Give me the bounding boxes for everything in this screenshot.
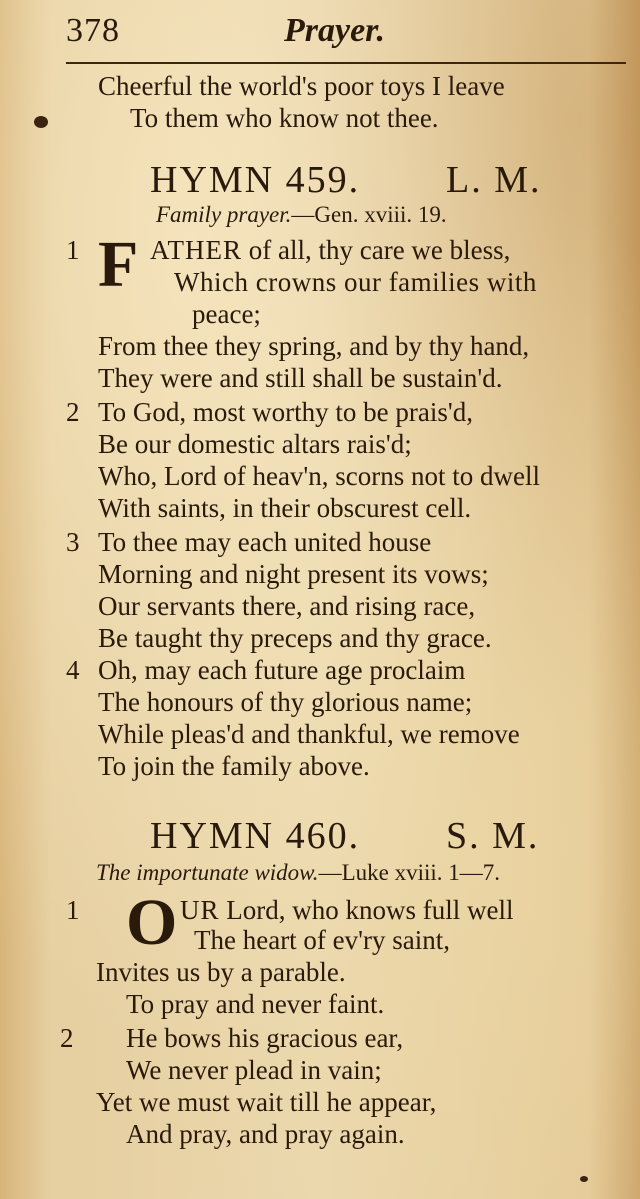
ink-speck xyxy=(580,1176,588,1182)
verse-line: We never plead in vain; xyxy=(126,1055,382,1085)
header-rule xyxy=(66,62,626,64)
verse-number: 4 xyxy=(66,655,80,685)
hymn-459-subtitle-topic: Family prayer. xyxy=(156,202,292,227)
verse-line: Be taught thy preceps and thy grace. xyxy=(98,623,492,653)
verse-number: 1 xyxy=(66,895,80,925)
verse-line: Yet we must wait till he appear, xyxy=(96,1087,437,1117)
hymn-460-title: HYMN 460. xyxy=(150,815,361,857)
verse-line: And pray, and pray again. xyxy=(126,1119,405,1149)
verse-number: 2 xyxy=(66,397,80,427)
verse-line: They were and still shall be sustain'd. xyxy=(98,363,503,393)
hymn-459-title: HYMN 459. xyxy=(150,159,361,201)
verse-line: He bows his gracious ear, xyxy=(126,1023,404,1053)
drop-cap: F xyxy=(98,228,139,301)
running-head: Prayer. xyxy=(284,12,386,49)
verse-number: 2 xyxy=(60,1023,74,1053)
verse-number: 3 xyxy=(66,527,80,557)
hymn-459-subtitle-reference: —Gen. xviii. 19. xyxy=(291,202,447,227)
verse-line: Invites us by a parable. xyxy=(96,957,346,987)
verse-line: Who, Lord of heav'n, scorns not to dwell xyxy=(98,461,541,491)
carryover-line-1: Cheerful the world's poor toys I leave xyxy=(98,71,505,101)
verse-line xyxy=(180,894,513,926)
first-line-rest: Lord, who knows full well xyxy=(219,895,514,925)
first-line-rest: of all, thy care we bless, xyxy=(242,235,511,265)
first-word-caps: ATHER xyxy=(150,235,242,265)
first-word-caps: UR xyxy=(180,895,220,925)
verse-line: Be our domestic altars rais'd; xyxy=(98,429,412,459)
hymn-460-subtitle-topic: The importunate widow. xyxy=(96,860,319,885)
verse-line: The heart of ev'ry saint, xyxy=(194,925,451,955)
drop-cap: O xyxy=(126,886,178,959)
verse-line: peace; xyxy=(192,299,261,329)
verse-line: With saints, in their obscurest cell. xyxy=(98,493,472,523)
verse-line: Oh, may each future age proclaim xyxy=(98,655,466,685)
verse-line: To pray and never faint. xyxy=(126,989,385,1019)
carryover-line-2: To them who know not thee. xyxy=(130,103,439,133)
verse-line: To join the family above. xyxy=(98,751,370,781)
hymn-459-meter: L. M. xyxy=(446,159,542,201)
verse-line: To God, most worthy to be prais'd, xyxy=(98,397,473,427)
page-number: 378 xyxy=(66,12,120,49)
verse-line: From thee they spring, and by thy hand, xyxy=(98,331,530,361)
page-header xyxy=(66,12,626,60)
verse-line: Our servants there, and rising race, xyxy=(98,591,476,621)
verse-line: Which crowns our families with xyxy=(174,267,537,297)
hymn-460-meter: S. M. xyxy=(446,815,540,857)
verse-line: While pleas'd and thankful, we remove xyxy=(98,719,520,749)
hymn-460-subtitle xyxy=(96,860,500,886)
verse-line: The honours of thy glorious name; xyxy=(98,687,473,717)
verse-line: To thee may each united house xyxy=(98,527,432,557)
verse-number: 1 xyxy=(66,235,80,265)
hymn-459-subtitle xyxy=(156,202,447,228)
verse-line xyxy=(150,234,510,266)
verse-line: Morning and night present its vows; xyxy=(98,559,489,589)
hymn-460-subtitle-reference: —Luke xviii. 1—7. xyxy=(318,860,500,885)
ink-blot xyxy=(34,116,48,128)
